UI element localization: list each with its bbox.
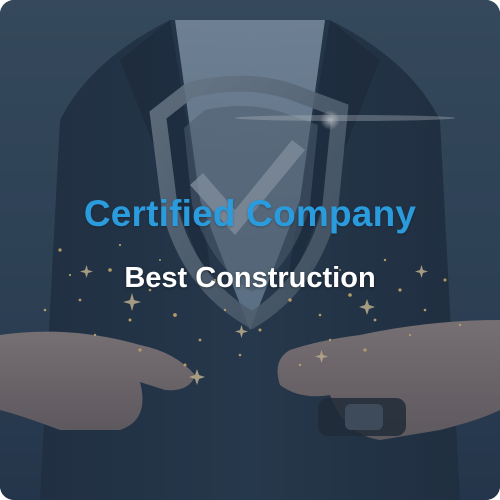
headline-title: Certified Company: [83, 193, 417, 234]
subline-title: Best Construction: [124, 262, 376, 294]
